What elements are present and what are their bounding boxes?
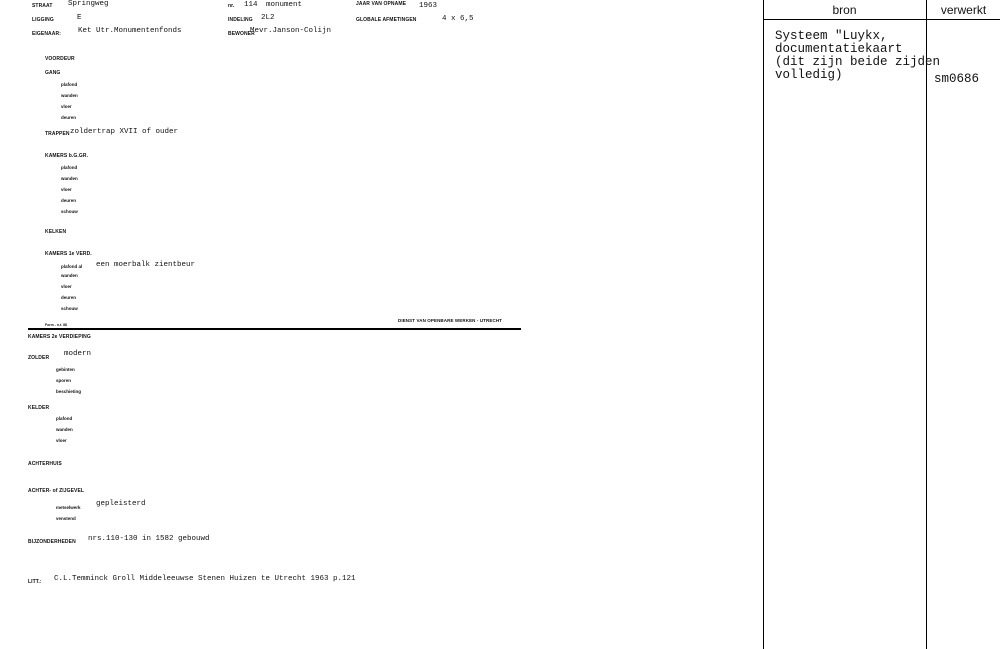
kamers-bg-item: plafond <box>61 165 78 170</box>
ligging-label: LIGGING <box>32 17 54 23</box>
table-header-divider <box>763 19 1000 20</box>
lit-value: C.L.Temminck Groll Middeleeuwse Stenen Huizen te Utrecht 1963 p.121 <box>54 575 356 583</box>
nr-value: 114 <box>244 1 258 9</box>
nr-label: nr. <box>228 3 235 9</box>
straat-value: Springweg <box>68 0 109 8</box>
indeling-value: 2L2 <box>261 14 275 22</box>
lit-label: LITT.: <box>28 579 42 585</box>
kelken-label: KELKEN <box>45 229 67 235</box>
gang-item: wanden <box>61 93 78 98</box>
bron-header: bron <box>832 3 857 17</box>
bron-line: (dit zijn beide zijden <box>775 55 941 69</box>
kamers-bg-item: wanden <box>61 176 78 181</box>
kelder-label: KELDER <box>28 405 50 411</box>
afmetingen-label: GLOBALE AFMETINGEN <box>356 17 417 23</box>
kamers-verd-item: vloer <box>61 284 72 289</box>
bijzonderheden-label: BIJZONDERHEDEN <box>28 539 76 545</box>
gang-item: vloer <box>61 104 72 109</box>
kamers-bg-item: deuren <box>61 198 77 203</box>
trappen-value: zoldertrap XVII of ouder <box>70 128 179 136</box>
kamers-bg-label: KAMERS b.G.GR. <box>45 153 89 159</box>
straat-label: STRAAT <box>32 3 53 9</box>
bron-line: volledig) <box>775 68 843 82</box>
gang-item: deuren <box>61 115 77 120</box>
kamers-verd-value: een moerbalk zientbeur <box>96 261 196 269</box>
achtergevel-label: ACHTER- of ZIJGEVEL <box>28 488 85 494</box>
bron-text <box>775 30 940 82</box>
zolder-item: sporen <box>56 378 72 383</box>
kamers-verd-plafond: plafond al <box>61 264 83 269</box>
venster-label: venstend <box>56 516 76 521</box>
kamers-verd-label: KAMERS 1e VERD. <box>45 251 92 257</box>
bewoner-value: Mevr.Janson-Colijn <box>250 27 332 35</box>
table-left-border <box>763 0 764 649</box>
ligging-value: E <box>77 14 82 22</box>
kelder-item: vloer <box>56 438 67 443</box>
section-divider <box>28 328 521 330</box>
zolder-item: gebinten <box>56 367 75 372</box>
achterhuis-label: ACHTERHUIS <box>28 461 62 467</box>
metselwerk-label: metselwerk <box>56 505 81 510</box>
zolder-value: modern <box>64 350 92 358</box>
kamers-verd-item: schouw <box>61 306 78 311</box>
kamers-2e-label: KAMERS 2e VERDIEPING <box>28 334 91 340</box>
gang-label: GANG <box>45 70 61 76</box>
eigenaar-value: Ket Utr.Monumentenfonds <box>78 27 182 35</box>
issuer-footer: DIENST VAN OPENBARE WERKEN - UTRECHT <box>398 318 503 323</box>
zolder-label: ZOLDER <box>28 355 50 361</box>
gang-item: plafond <box>61 82 78 87</box>
kamers-bg-item: vloer <box>61 187 72 192</box>
bijzonderheden-value: nrs.110-130 in 1582 gebouwd <box>88 535 210 543</box>
metselwerk-value: gepleisterd <box>96 500 146 508</box>
form-number: Form - n.t. 88 <box>45 323 67 327</box>
verwerkt-header: verwerkt <box>940 3 987 17</box>
trappen-label: TRAPPEN <box>45 131 70 137</box>
verwerkt-value: sm0686 <box>934 72 980 86</box>
nr-status: monument <box>266 1 303 9</box>
kamers-verd-item: deuren <box>61 295 77 300</box>
kelder-item: plafond <box>56 416 73 421</box>
kamers-verd-item: wanden <box>61 273 78 278</box>
table-column-divider <box>926 0 927 649</box>
jaar-label: JAAR VAN OPNAME <box>356 1 407 7</box>
voordeur-label: VOORDEUR <box>45 56 75 62</box>
kelder-item: wanden <box>56 427 73 432</box>
jaar-value: 1963 <box>419 2 438 10</box>
eigenaar-label: EIGENAAR: <box>32 31 61 37</box>
bron-line: documentatiekaart <box>775 42 903 56</box>
zolder-item: beschieting <box>56 389 82 394</box>
afmetingen-value: 4 x 6,5 <box>442 15 474 23</box>
bewoner-label: BEWONER <box>228 31 255 37</box>
kamers-bg-item: schouw <box>61 209 78 214</box>
indeling-label: INDELING <box>228 17 253 23</box>
bron-line: Systeem "Luykx, <box>775 29 888 43</box>
